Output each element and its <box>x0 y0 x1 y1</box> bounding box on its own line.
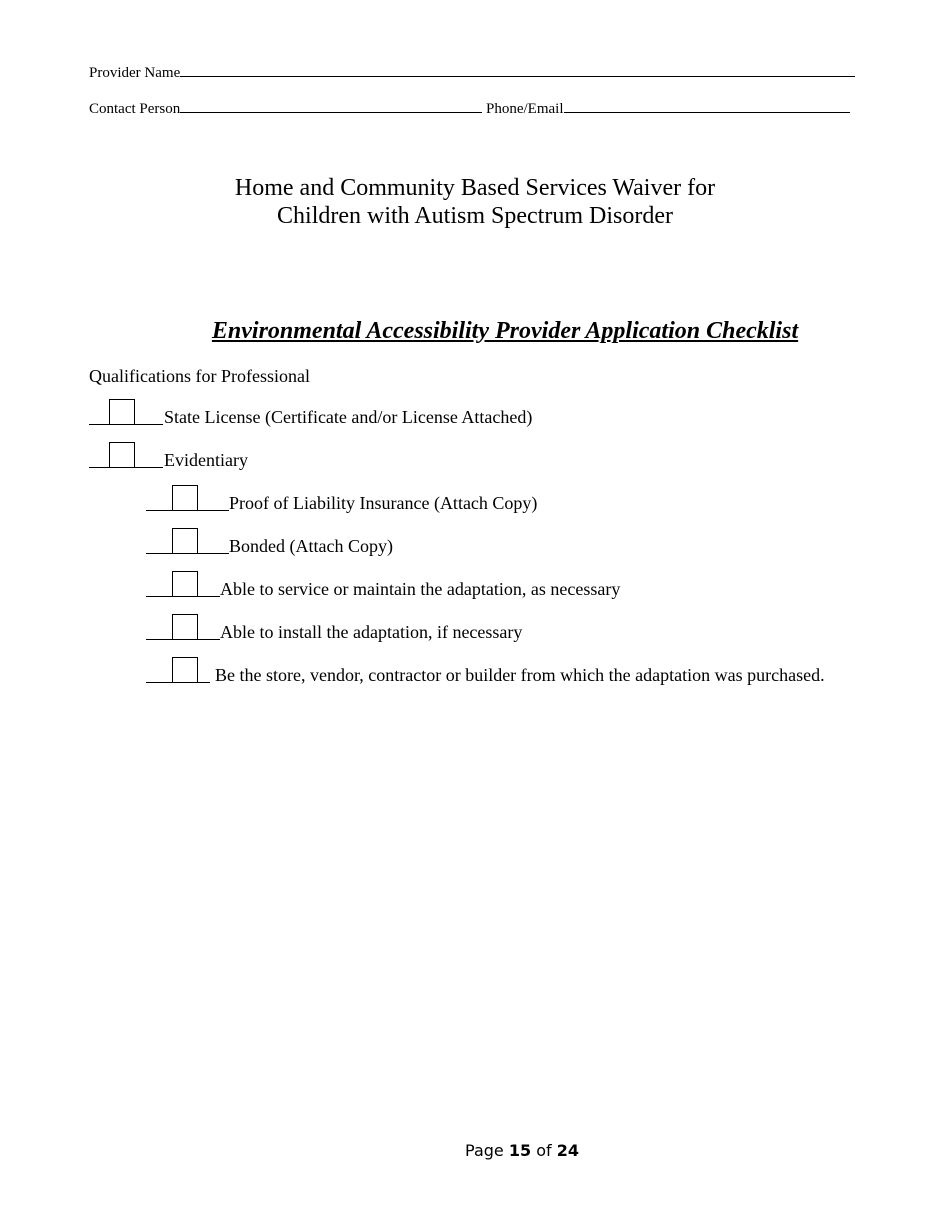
checklist-item-service-maintain <box>146 570 846 600</box>
title-line-2: Children with Autism Spectrum Disorder <box>277 203 673 229</box>
phone-email-field[interactable] <box>564 98 850 113</box>
checkbox[interactable] <box>172 528 198 554</box>
contact-person-label: Contact Person <box>89 101 181 117</box>
phone-email-label: Phone/Email <box>486 101 564 117</box>
total-pages-number: 24 <box>556 1141 579 1160</box>
checklist-item-label: State License (Certificate and/or License Attached) <box>164 407 533 427</box>
section-label: Qualifications for Professional <box>89 366 310 386</box>
provider-name-row <box>89 62 855 82</box>
checkbox[interactable] <box>172 657 198 683</box>
checklist-item-evidentiary <box>89 441 789 471</box>
page-footer <box>0 1140 950 1162</box>
provider-name-label: Provider Name <box>89 65 181 81</box>
checklist-item-state-license <box>89 398 789 428</box>
page-word: Page <box>465 1141 504 1160</box>
provider-name-field[interactable] <box>180 62 855 77</box>
checklist-item-liability-insurance <box>146 484 846 514</box>
checklist-heading: Environmental Accessibility Provider Application Checklist <box>211 318 799 344</box>
checkbox[interactable] <box>109 442 135 468</box>
checkbox[interactable] <box>172 571 198 597</box>
checklist-item-label: Able to install the adaptation, if necessary <box>220 622 523 642</box>
checkbox[interactable] <box>172 614 198 640</box>
checklist-item-label: Bonded (Attach Copy) <box>229 536 393 556</box>
contact-row <box>89 98 850 118</box>
checklist-item-label: Proof of Liability Insurance (Attach Copy) <box>229 493 538 513</box>
checklist-item-bonded <box>146 527 846 557</box>
of-word: of <box>536 1141 552 1160</box>
checkbox[interactable] <box>109 399 135 425</box>
checklist-item-store-vendor <box>146 656 906 686</box>
checkbox[interactable] <box>172 485 198 511</box>
checklist-item-label: Be the store, vendor, contractor or builder from which the adaptation was purchased. <box>215 665 825 685</box>
checklist-item-install <box>146 613 846 643</box>
checklist-item-label: Able to service or maintain the adaptation, as necessary <box>220 579 621 599</box>
contact-person-field[interactable] <box>180 98 482 113</box>
current-page-number: 15 <box>508 1141 532 1160</box>
checklist-item-label: Evidentiary <box>164 450 248 470</box>
title-line-1: Home and Community Based Services Waiver for <box>234 175 716 201</box>
